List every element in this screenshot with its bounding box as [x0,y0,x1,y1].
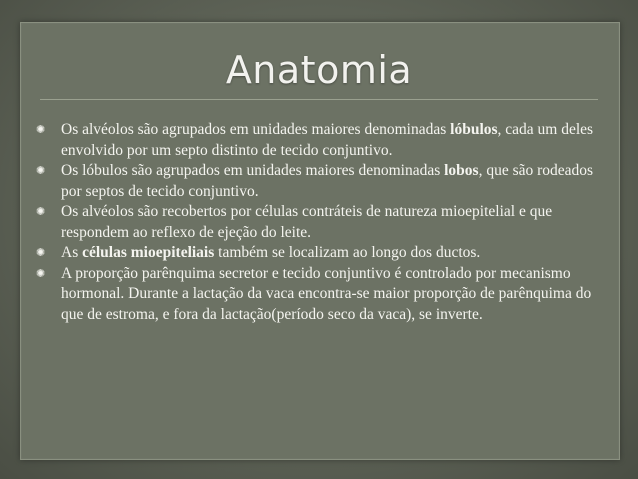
bullet-item [36,202,596,243]
flower-bullet-icon: ✺ [36,164,46,177]
flower-bullet-icon: ✺ [36,246,46,259]
bullet-item [36,264,596,326]
bullet-text: As [61,244,83,261]
bullet-text: Os alvéolos são recobertos por células contráteis de natureza mioepitelial e que respondem ao reflexo de ejeção do leite. [61,203,553,241]
bullet-list [36,120,596,325]
bullet-text: Os alvéolos são agrupados em unidades maiores denominadas [61,121,451,138]
flower-bullet-icon: ✺ [36,266,46,280]
bullet-text: Os lóbulos são agrupados em unidades maiores denominadas [61,162,445,179]
bullet-text: , que são rodeados por septos de tecido conjuntivo. [61,162,594,200]
bullet-item [36,120,596,161]
bullet-text: , cada um deles envolvido por um septo distinto de tecido conjuntivo. [61,121,594,159]
bullet-bold-term: lobos [444,162,479,179]
bullet-text: também se localizam ao longo dos ductos. [214,244,481,261]
bullet-bold-term: lóbulos [450,121,498,138]
title-divider [40,99,598,100]
bullet-item [36,161,596,202]
bullet-text: A proporção parênquima secretor e tecido conjuntivo é controlado por mecanismo hormonal. Durante a lactação da vaca encontra-se maior proporção de parênquima do que de estroma, e fora da lactação(período seco da vaca), se inverte. [61,264,592,323]
flower-bullet-icon: ✺ [36,205,46,218]
slide-title: Anatomia [225,48,413,92]
bullet-bold-term: células mioepiteliais [82,244,215,261]
bullet-item [36,243,596,264]
flower-bullet-icon: ✺ [36,123,46,136]
